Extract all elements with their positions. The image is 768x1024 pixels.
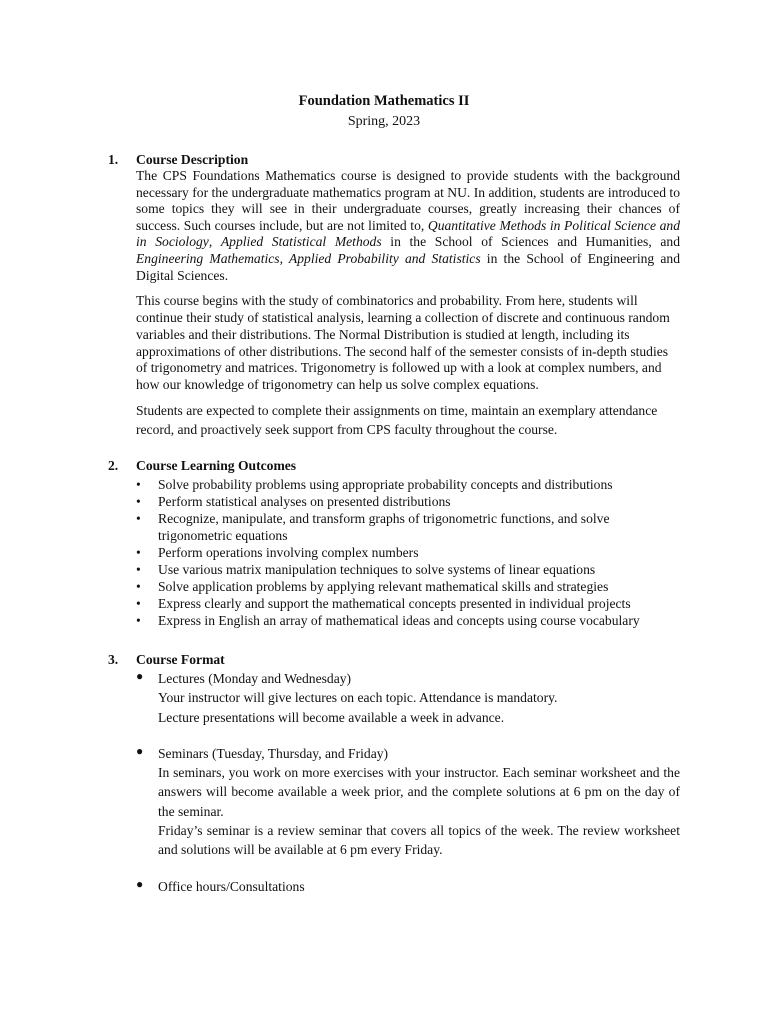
section-title: Course Learning Outcomes [136,458,297,473]
bullet-icon: • [136,545,141,560]
section-title: Course Description [136,152,249,167]
format-item-text: Your instructor will give lectures on each topic. Attendance is mandatory. [158,690,558,706]
section-course-format [108,652,680,896]
format-item-label: Seminars (Tuesday, Thursday, and Friday) [158,745,389,761]
course-name-quantitative-methods: Quantitative Methods in Political Science and in Sociology [136,217,680,250]
section-learning-outcomes [108,458,680,629]
outcome-text: Express clearly and support the mathematical concepts presented in individual projects [158,596,631,611]
section-heading [108,152,680,168]
section-number: 3. [108,652,119,667]
outcome-item [136,595,680,612]
outcome-text: Solve probability problems using appropriate probability concepts and distributions [158,477,613,492]
outcome-text: Recognize, manipulate, and transform graphs of trigonometric functions, and solve trigonometric equations [158,511,610,543]
outcome-text: Express in English an array of mathematical ideas and concepts using course vocabulary [158,613,640,628]
format-item-text: In seminars, you work on more exercises with your instructor. Each seminar worksheet and the answers will become available a week prior, and the complete solutions at 6 pm on the day of the seminar. [158,765,680,819]
format-item-text: Friday’s seminar is a review seminar that covers all topics of the week. The review worksheet and solutions will be available at 6 pm every Friday. [158,823,680,858]
format-item-text: Lecture presentations will become available a week in advance. [158,709,505,725]
course-name-engineering-mathematics: Engineering Mathematics, Applied Probability and Statistics [136,250,481,266]
description-paragraph-1: The CPS Foundations Mathematics course is designed to provide students with the background necessary for the undergraduate mathematics program at NU. In addition, students are introduced to some topics they will see in their undergraduate courses, greatly increasing their chances of success. Such courses include, but are not limited to, Quantitative Methods in Political Science and in Sociology, Applied Statistical Methods in the School of Sciences and Humanities, and Engineering Mathematics, Applied Probability and Statistics in the School of Engineering and Digital Sciences. [136,168,680,283]
document-subtitle: Spring, 2023 [347,114,421,129]
outcome-text: Perform statistical analyses on presented distributions [158,494,451,509]
description-paragraph-2: This course begins with the study of combinatorics and probability. From here, students will continue their study of statistical analysis, learning a collection of discrete and continuous random variables and their distributions. The Normal Distribution is studied at length, including its approximations of other distributions. The second half of the semester consists of in-depth studies of trigonometry and matrices. Trigonometry is followed up with a look at complex numbers, and how our knowledge of trigonometry can help us solve complex equations. [136,293,670,393]
outcome-text: Perform operations involving complex numbers [158,545,419,560]
outcome-item [136,612,680,629]
outcome-item [136,578,680,595]
outcome-text: Solve application problems by applying relevant mathematical skills and strategies [158,579,609,594]
bullet-icon: ● [136,743,144,758]
outcome-item [136,493,680,510]
outcome-text: Use various matrix manipulation techniques to solve systems of linear equations [158,562,596,577]
section-heading [108,458,680,474]
bullet-icon: • [136,579,141,594]
bullet-icon: ● [136,876,144,891]
outcome-item [136,544,680,561]
bullet-icon: ● [136,669,144,683]
outcome-item [136,510,680,544]
course-name-applied-statistical-methods: Applied Statistical Methods [220,234,382,250]
document-title: Foundation Mathematics II [298,93,470,109]
bullet-icon: • [136,477,141,492]
outcome-item [136,476,680,493]
section-heading [108,652,680,668]
format-item-label: Office hours/Consultations [158,878,305,894]
section-number: 2. [108,458,119,473]
bullet-icon: • [136,613,141,628]
description-paragraph-3: Students are expected to complete their assignments on time, maintain an exemplary attendance record, and proactively seek support from CPS faculty throughout the course. [136,402,658,437]
outcome-item [136,561,680,578]
section-title: Course Format [136,652,225,667]
format-item-seminars [136,744,680,860]
outcomes-list [136,476,680,629]
bullet-icon: • [136,494,141,509]
bullet-icon: • [136,562,141,577]
format-item-label: Lectures (Monday and Wednesday) [158,671,352,686]
section-course-description [108,152,680,439]
format-item-office-hours [136,877,680,896]
bullet-icon: • [136,511,141,526]
format-item-lectures [136,669,680,727]
section-number: 1. [108,152,119,167]
bullet-icon: • [136,596,141,611]
